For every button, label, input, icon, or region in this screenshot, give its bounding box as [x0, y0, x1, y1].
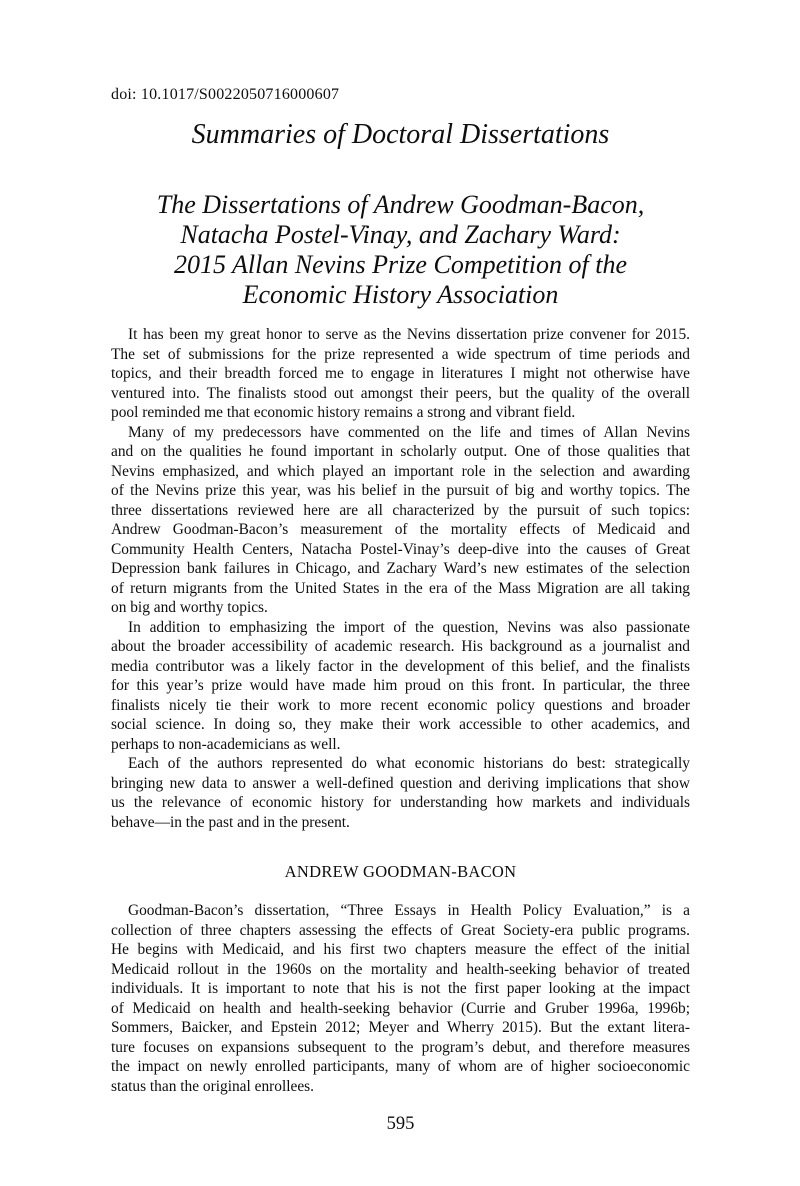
journal-section-title: Summaries of Doctoral Dissertations [191, 119, 610, 150]
text-line: collection of three chapters assessing the effects of Great Society-era public programs. [111, 921, 690, 939]
text-line: bringing new data to answer a well-defined question and deriving implications that show [111, 774, 690, 792]
text-line: It has been my great honor to serve as the Nevins dissertation prize convener for 2015. [128, 326, 690, 343]
text-line: finalists nicely tie their work to more recent economic policy questions and broader [111, 696, 690, 714]
text-line: ventured into. The finalists stood out amongst their peers, but the quality of the overall [111, 384, 690, 402]
text-line: of return migrants from the United States in the era of the Mass Migration are all taking [111, 579, 690, 597]
text-line: ture focuses on expansions subsequent to the program’s debut, and therefore measures [111, 1038, 690, 1056]
text-line: of the Nevins prize this year, was his belief in the pursuit of big and worthy topics. The [111, 482, 690, 499]
text-line: Natacha Postel-Vinay, and Zachary Ward: [180, 220, 621, 249]
text-line: individuals. It is important to note that his is not the first paper looking at the impact [111, 980, 690, 997]
text-line: topics, and their breadth forced me to engage in literatures I might not otherwise have [111, 365, 690, 382]
text-line: In addition to emphasizing the import of the question, Nevins was also passionate [128, 618, 690, 636]
text-line: Goodman-Bacon’s dissertation, “Three Essays in Health Policy Evaluation,” is a [128, 902, 690, 919]
text-line: Each of the authors represented do what economic historians do best: strategically [128, 755, 690, 772]
text-line: The set of submissions for the prize represented a wide spectrum of time periods and [111, 345, 690, 363]
page-number: 595 [386, 1114, 415, 1134]
text-line: and on the qualities he found important in scholarly output. One of those qualities that [111, 443, 690, 460]
text-line: of Medicaid on health and health-seeking behavior (Currie and Gruber 1996a, 1996b; [111, 999, 690, 1017]
text-line: on big and worthy topics. [111, 599, 268, 616]
text-line: pool reminded me that economic history remains a strong and vibrant field. [111, 404, 576, 421]
article-title [111, 190, 690, 310]
text-line: He begins with Medicaid, and his first two chapters measure the effect of the initial [111, 941, 690, 958]
text-line: Medicaid rollout in the 1960s on the mortality and health-seeking behavior of treated [111, 960, 690, 978]
doi-line: doi: 10.1017/S0022050716000607 [111, 86, 340, 103]
text-line: Andrew Goodman-Bacon’s measurement of the mortality effects of Medicaid and [111, 521, 690, 538]
text-line: Many of my predecessors have commented on the life and times of Allan Nevins [128, 423, 690, 441]
text-line: Depression bank failures in Chicago, and Zachary Ward’s new estimates of the selection [111, 560, 690, 577]
text-line: The Dissertations of Andrew Goodman-Bacon, [156, 190, 645, 219]
text-line: Economic History Association [242, 280, 559, 309]
text-line: Sommers, Baicker, and Epstein 2012; Meyer and Wherry 2015). But the extant litera- [111, 1019, 690, 1036]
text-line: about the broader accessibility of academic research. His background as a journalist and [111, 638, 690, 655]
text-line: 2015 Allan Nevins Prize Competition of the [173, 250, 628, 279]
section-heading-andrew-goodman-bacon: ANDREW GOODMAN-BACON [284, 862, 517, 881]
text-line: status than the original enrollees. [111, 1077, 315, 1095]
text-line: perhaps to non-academicians as well. [111, 735, 341, 753]
section-paragraph-1 [111, 901, 690, 1096]
text-line: Nevins emphasized, and which played an important role in the selection and awarding [111, 462, 690, 480]
text-line: behave—in the past and in the present. [111, 813, 350, 831]
intro-paragraph-2 [111, 423, 690, 618]
article-body [111, 325, 690, 1096]
text-line: us the relevance of economic history for understanding how markets and individuals [111, 794, 690, 811]
text-line: social science. In doing so, they make their work accessible to other academics, and [111, 716, 690, 733]
text-line: the impact on newly enrolled participants, many of whom are of higher socioeconomic [111, 1058, 690, 1075]
text-line: media contributor was a likely factor in the development of this belief, and the finalists [111, 657, 690, 675]
intro-paragraph-3 [111, 618, 690, 755]
intro-paragraph-1 [111, 325, 690, 423]
text-line: three dissertations reviewed here are all characterized by the pursuit of such topics: [111, 501, 690, 519]
intro-paragraph-4 [111, 754, 690, 832]
text-line: for this year’s prize would have made him proud on this front. In particular, the three [111, 677, 690, 694]
text-line: Community Health Centers, Natacha Postel-Vinay’s deep-dive into the causes of Great [111, 540, 690, 558]
